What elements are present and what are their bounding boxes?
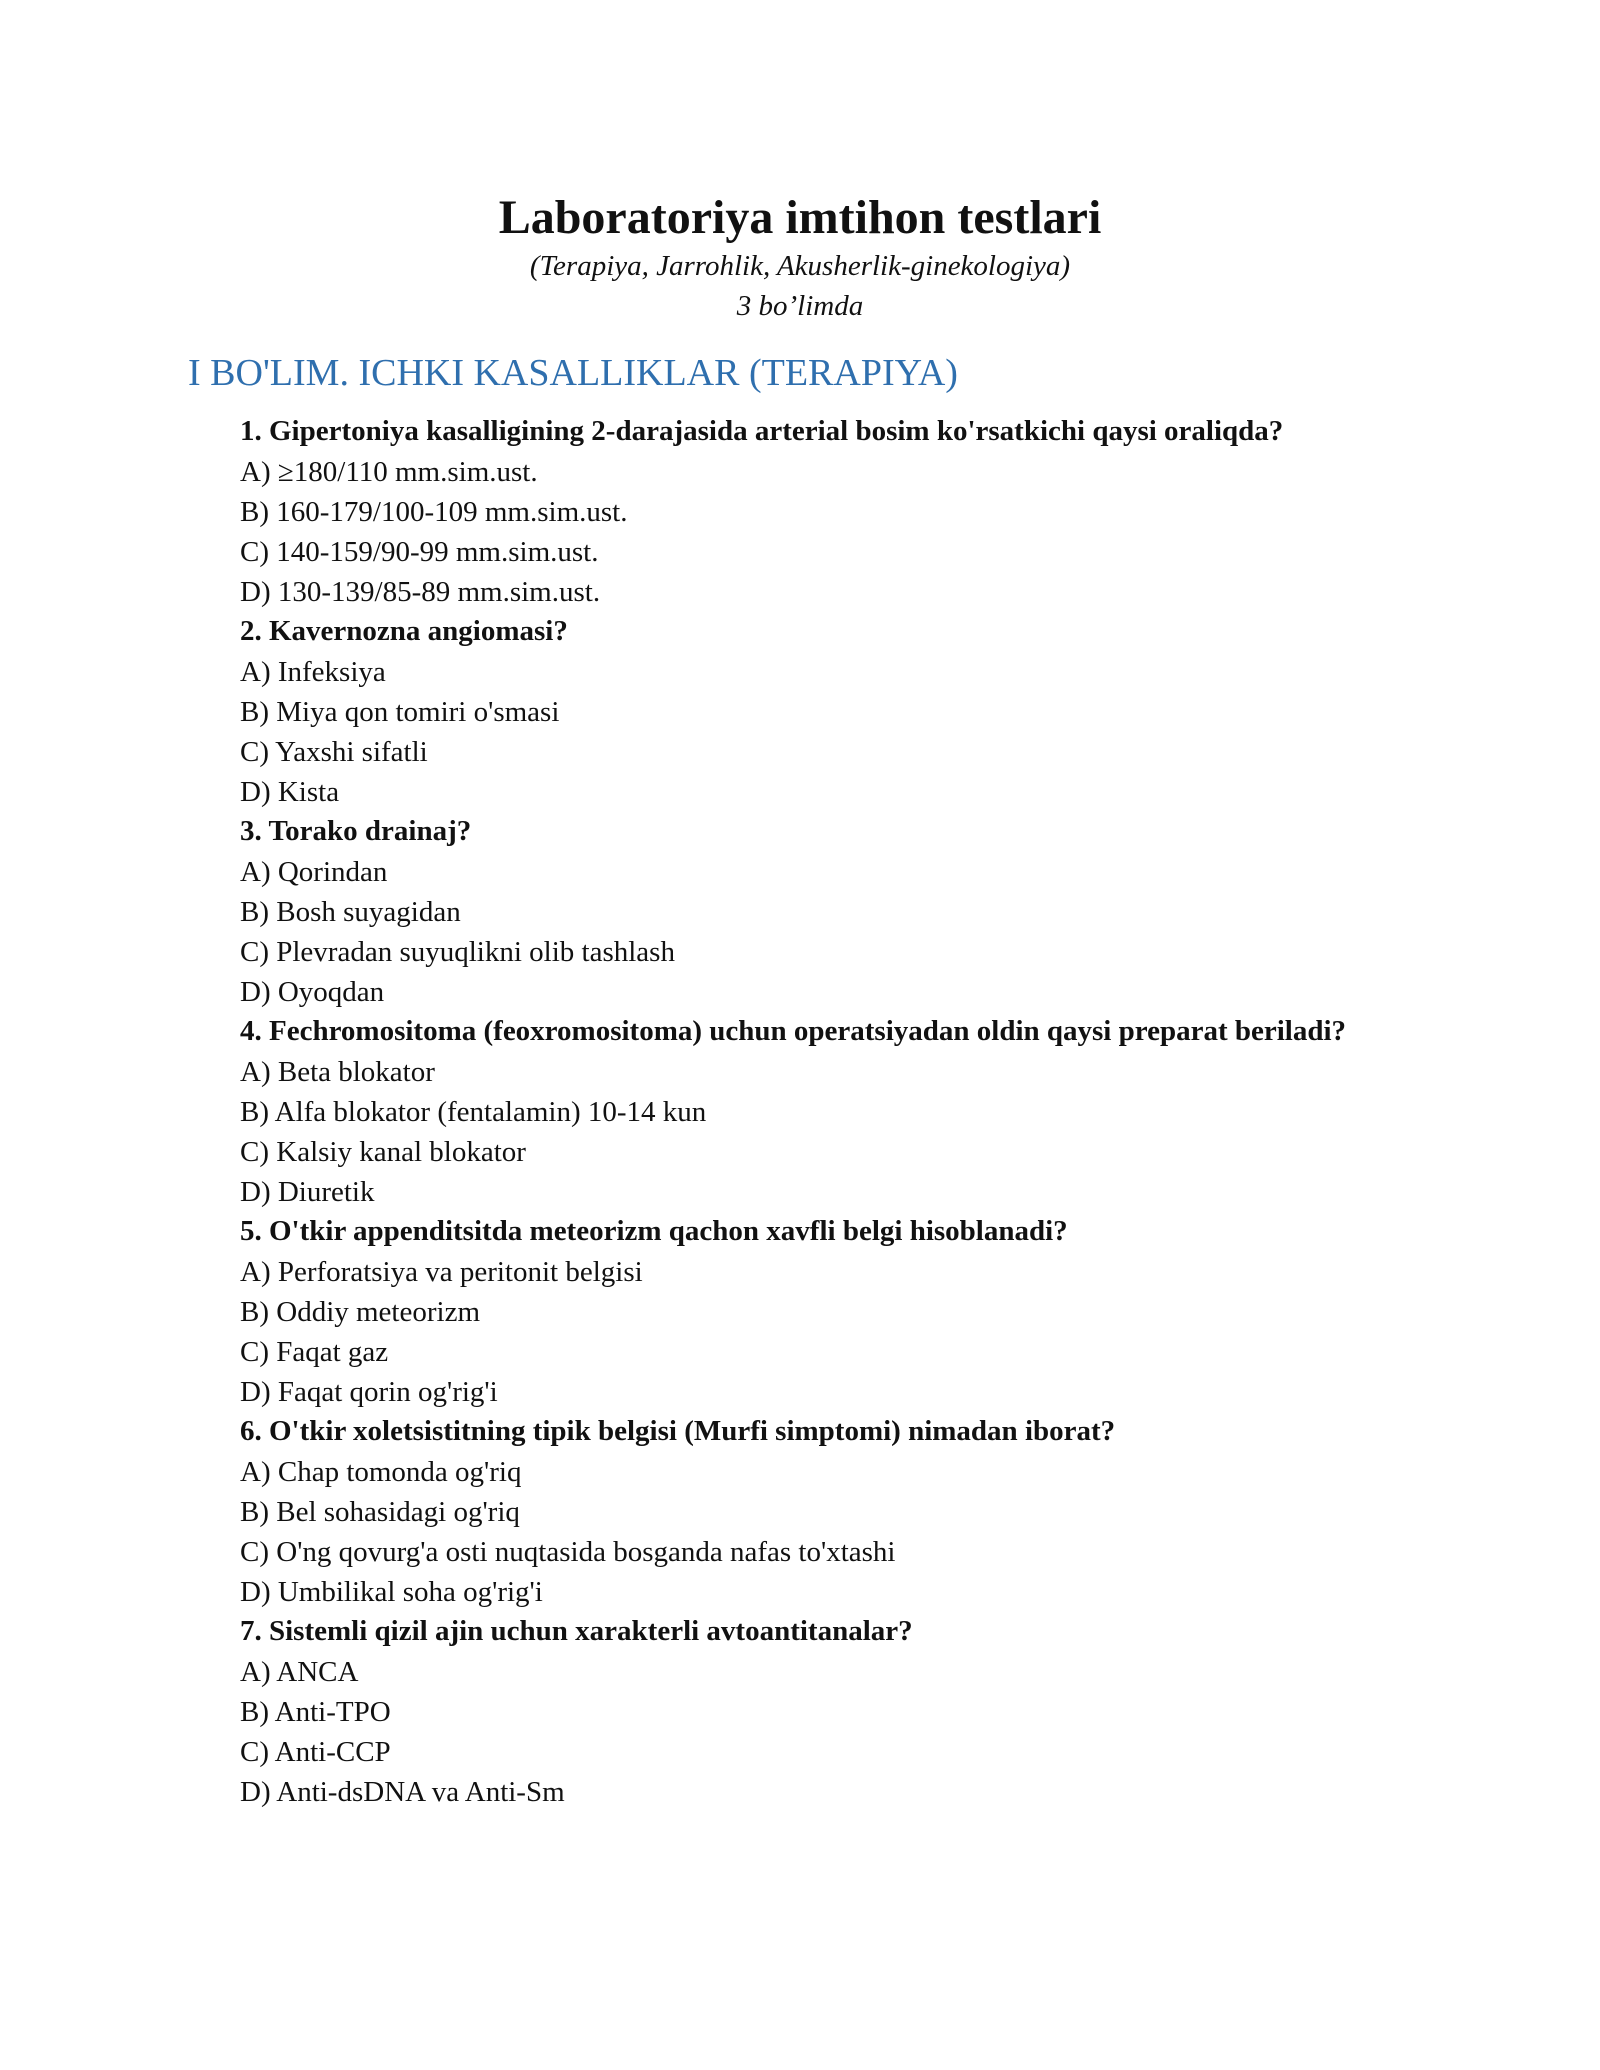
answer-option: D) 130-139/85-89 mm.sim.ust. [240, 576, 601, 608]
answer-option: B) Miya qon tomiri o'smasi [240, 696, 560, 728]
question-item [240, 1612, 1390, 1812]
question-text: 5. O'tkir appenditsitda meteorizm qachon xavfli belgi hisoblanadi? [240, 1215, 1068, 1247]
question-text: 6. O'tkir xoletsistitning tipik belgisi (Murfi simptomi) nimadan iborat? [240, 1415, 1116, 1447]
answer-option: B) Bel sohasidagi og'riq [240, 1496, 520, 1528]
answer-option: C) O'ng qovurg'a osti nuqtasida bosganda nafas to'xtashi [240, 1536, 896, 1568]
question-item [240, 612, 1390, 812]
document-header [0, 190, 1600, 326]
answer-option: B) Bosh suyagidan [240, 896, 461, 928]
answer-option: A) Qorindan [240, 856, 388, 888]
document-subtitle: (Terapiya, Jarrohlik, Akusherlik-ginekologiya) [529, 250, 1071, 282]
answer-option: D) Diuretik [240, 1176, 375, 1208]
question-item [240, 412, 1390, 612]
parts-note: 3 bo’limda [736, 290, 864, 322]
question-text: 2. Kavernozna angiomasi? [240, 615, 568, 647]
answer-option: D) Anti-dsDNA va Anti-Sm [240, 1776, 565, 1808]
answer-option: C) 140-159/90-99 mm.sim.ust. [240, 536, 599, 568]
answer-option: B) Alfa blokator (fentalamin) 10-14 kun [240, 1096, 707, 1128]
answer-option: A) ≥180/110 mm.sim.ust. [240, 456, 538, 488]
question-text: 7. Sistemli qizil ajin uchun xarakterli avtoantitanalar? [240, 1615, 913, 1647]
section-heading: I BO'LIM. ICHKI KASALLIKLAR (TERAPIYA) [188, 352, 958, 394]
answer-option: A) Perforatsiya va peritonit belgisi [240, 1256, 643, 1288]
question-item [240, 1412, 1390, 1612]
document-title: Laboratoriya imtihon testlari [498, 191, 1102, 244]
answer-option: B) Anti-TPO [240, 1696, 391, 1728]
answer-option: D) Umbilikal soha og'rig'i [240, 1576, 543, 1608]
answer-option: A) Beta blokator [240, 1056, 435, 1088]
question-text: 3. Torako drainaj? [240, 815, 472, 847]
answer-option: B) Oddiy meteorizm [240, 1296, 481, 1328]
answer-option: A) ANCA [240, 1656, 359, 1688]
question-item [240, 1212, 1390, 1412]
answer-option: C) Plevradan suyuqlikni olib tashlash [240, 936, 675, 968]
answer-option: C) Kalsiy kanal blokator [240, 1136, 526, 1168]
answer-option: D) Kista [240, 776, 340, 808]
question-item [240, 1012, 1390, 1212]
answer-option: B) 160-179/100-109 mm.sim.ust. [240, 496, 628, 528]
answer-option: A) Chap tomonda og'riq [240, 1456, 522, 1488]
answer-option: C) Yaxshi sifatli [240, 736, 428, 768]
answer-option: D) Oyoqdan [240, 976, 385, 1008]
question-list [240, 412, 1390, 1812]
answer-option: D) Faqat qorin og'rig'i [240, 1376, 498, 1408]
answer-option: C) Faqat gaz [240, 1336, 389, 1368]
answer-option: A) Infeksiya [240, 656, 386, 688]
question-text: 4. Fechromositoma (feoxromositoma) uchun operatsiyadan oldin qaysi preparat beriladi? [240, 1015, 1347, 1047]
question-item [240, 812, 1390, 1012]
answer-option: C) Anti-CCP [240, 1736, 391, 1768]
question-text: 1. Gipertoniya kasalligining 2-darajasida arterial bosim ko'rsatkichi qaysi oraliqda? [240, 415, 1284, 447]
